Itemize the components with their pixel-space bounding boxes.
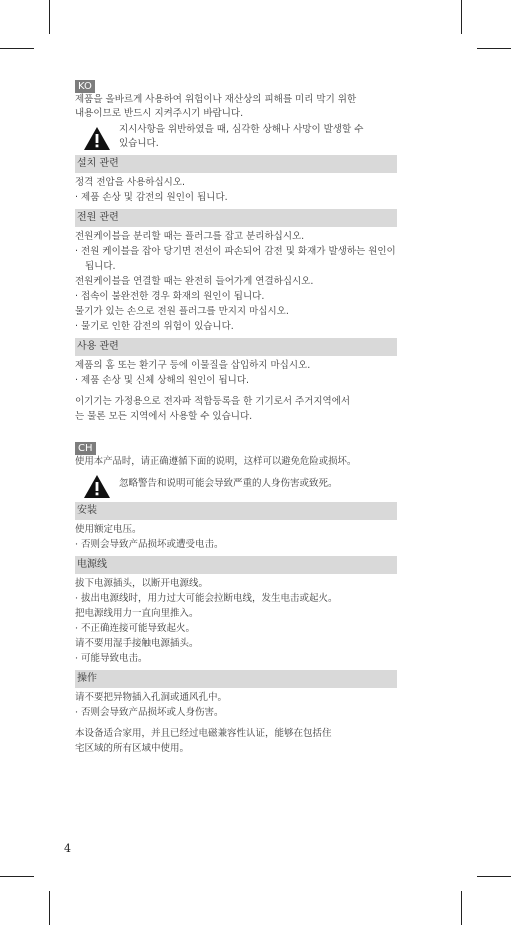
ko-intro-line: 내용이므로 반드시 지켜주시기 바랍니다.	[75, 108, 244, 119]
ch-operation-bullet: · 否则会导致产品损坏或人身伤害。	[75, 707, 224, 718]
ch-section-header-install: 安装	[75, 502, 397, 520]
ch-warning-block	[75, 471, 397, 498]
ch-note-line: 宅区域的所有区域中使用。	[75, 743, 190, 754]
crop-mark	[477, 876, 511, 877]
ch-warning-text: 忽略警告和说明可能会导致严重的人身伤害或致死。	[119, 478, 338, 489]
ch-operation-line: 请不要把异物插入孔洞或通风孔中。	[75, 692, 228, 703]
crop-mark	[0, 876, 34, 877]
ko-note-line: 는 물론 모든 지역에서 사용할 수 있습니다.	[75, 411, 253, 422]
ko-power-bullet: · 전원 케이블을 잡아 당기면 전선이 파손되어 감전 및 화재가 발생하는 원인이 됩니다.	[75, 246, 396, 272]
ko-section-header-install: 설치 관련	[75, 155, 397, 173]
ko-section-header-use: 사용 관련	[75, 338, 397, 356]
crop-mark	[461, 0, 462, 34]
ch-power-bullet: · 拔出电源线时，用力过大可能会拉断电线，发生电击或起火。	[75, 593, 338, 604]
crop-mark	[477, 48, 511, 49]
ch-power-line: 把电源线用力一直向里推入。	[75, 608, 199, 619]
crop-mark	[0, 48, 34, 49]
warning-triangle-icon	[75, 123, 119, 150]
ch-power-bullet: · 不正确连接可能导致起火。	[75, 623, 196, 634]
ch-power-bullet: · 可能导致电击。	[75, 653, 148, 664]
page-number: 4	[64, 842, 71, 855]
crop-mark	[49, 891, 50, 925]
ko-language-tag: KO	[75, 80, 95, 93]
ch-power-line: 请不要用湿手接触电源插头。	[75, 638, 199, 649]
page-content	[75, 74, 397, 756]
ko-section-header-power: 전원 관련	[75, 209, 397, 227]
crop-mark	[49, 0, 50, 34]
ko-warning-text: 지시사항을 위반하였을 때, 심각한 상해나 사망이 발생할 수	[119, 124, 364, 135]
ko-warning-block	[75, 123, 397, 151]
ch-note-line: 本设备适合家用，并且已经过电磁兼容性认证，能够在包括住	[75, 728, 332, 739]
crop-mark	[461, 891, 462, 925]
ko-power-bullet: · 접속이 불완전한 경우 화재의 원인이 됩니다.	[75, 291, 265, 302]
ko-note-line: 이기기는 가정용으로 전자파 적합등록을 한 기기로서 주거지역에서	[75, 396, 351, 407]
ko-warning-text: 있습니다.	[119, 138, 159, 149]
ko-install-line: 정격 전압을 사용하십시오.	[75, 177, 186, 188]
ko-use-line: 제품의 홈 또는 환기구 등에 이물질을 삽입하지 마십시오.	[75, 360, 311, 371]
ko-install-bullet: · 제품 손상 및 감전의 원인이 됩니다.	[75, 192, 228, 203]
ch-intro-line: 使用本产品时，请正确遵循下面的说明，这样可以避免危险或损坏。	[75, 456, 357, 467]
ch-section-header-operation: 操作	[75, 670, 397, 688]
ko-intro-line: 제품을 올바르게 사용하여 위험이나 재산상의 피해를 미리 막기 위한	[75, 94, 357, 105]
ko-power-bullet: · 물기로 인한 감전의 위험이 있습니다.	[75, 321, 234, 332]
ch-section-header-power: 电源线	[75, 556, 397, 574]
ch-install-bullet: · 否则会导致产品损坏或遭受电击。	[75, 539, 224, 550]
ch-install-line: 使用额定电压。	[75, 524, 142, 535]
ko-power-line: 전원케이블을 분리할 때는 플러그를 잡고 분리하십시오.	[75, 231, 305, 242]
ch-language-tag: CH	[75, 442, 96, 455]
ko-use-bullet: · 제품 손상 및 신체 상해의 원인이 됩니다.	[75, 375, 250, 386]
ch-power-line: 拔下电源插头，以断开电源线。	[75, 578, 209, 589]
ko-power-line: 물기가 있는 손으로 전원 플러그를 만지지 마십시오.	[75, 306, 289, 317]
ko-power-line: 전원케이블을 연결할 때는 완전히 들어가게 연결하십시오.	[75, 276, 314, 287]
warning-triangle-icon	[75, 471, 119, 498]
